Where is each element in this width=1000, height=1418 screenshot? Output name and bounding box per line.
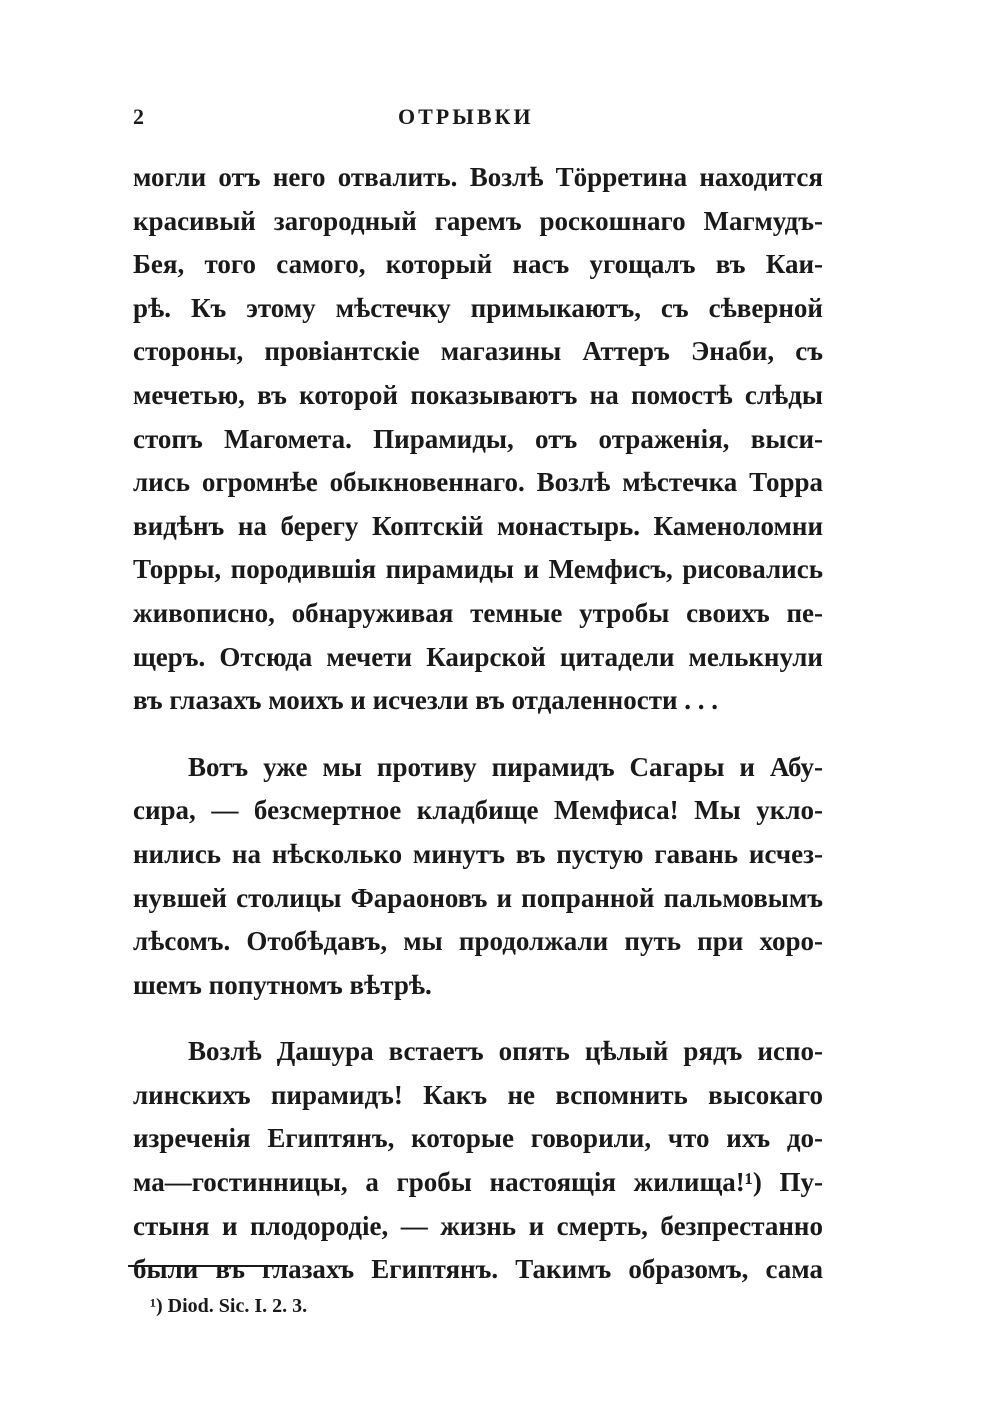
text-line: стыня и плодородіе, — жизнь и смерть, безпрестанно bbox=[133, 1210, 823, 1241]
paragraph-gap bbox=[133, 723, 823, 746]
text-line: въ глазахъ моихъ и исчезли въ отдаленности . . . bbox=[133, 685, 719, 716]
text-line: могли отъ него отвалить. Возлѣ Тӧрретина находится bbox=[133, 162, 823, 192]
text-line: Бея, того самого, который насъ угощалъ въ Каи- bbox=[133, 249, 823, 280]
paragraph bbox=[133, 746, 823, 1008]
text-line: шемъ попутномъ вѣтрѣ. bbox=[133, 969, 432, 1000]
paragraph bbox=[133, 156, 823, 723]
text-line: рѣ. Къ этому мѣстечку примыкаютъ, съ сѣверной bbox=[133, 292, 823, 323]
text-line: видѣнъ на берегу Коптскій монастырь. Каменоломни bbox=[133, 510, 823, 541]
text-line: изреченія Египтянъ, которые говорили, что ихъ до- bbox=[133, 1123, 823, 1154]
text-line: мечетью, въ которой показываютъ на помостѣ слѣды bbox=[133, 379, 823, 410]
text-line: Возлѣ Дашура встаетъ опять цѣлый рядъ испо- bbox=[188, 1036, 823, 1067]
text-line: нились на нѣсколько минутъ въ пустую гавань исчез- bbox=[133, 838, 823, 869]
text-line: лись огромнѣе обыкновеннаго. Возлѣ мѣстечка Торра bbox=[133, 467, 823, 498]
text-line: красивый загородный гаремъ роскошнаго Магмудъ- bbox=[133, 205, 823, 236]
text-line: стороны, провіантскіе магазины Аттеръ Энаби, съ bbox=[133, 336, 823, 367]
page-header bbox=[133, 104, 823, 140]
text-line: щеръ. Отсюда мечети Каирской цитадели мелькнули bbox=[133, 641, 823, 672]
text-line: нувшей столицы Фараоновъ и попранной пальмовымъ bbox=[133, 882, 823, 913]
text-line: сира, — безсмертное кладбище Мемфиса! Мы укло- bbox=[133, 795, 823, 826]
body-text bbox=[133, 156, 823, 1292]
text-line: были въ глазахъ Египтянъ. Такимъ образомъ, сама bbox=[133, 1254, 823, 1285]
text-line: лѣсомъ. Отобѣдавъ, мы продолжали путь при хоро- bbox=[133, 926, 823, 957]
text-line: Торры, породившія пирамиды и Мемфисъ, рисовались bbox=[133, 554, 823, 585]
footnote: ¹) Diod. Sic. I. 2. 3. bbox=[150, 1295, 308, 1317]
page-number: 2 bbox=[133, 104, 144, 129]
running-head: ОТРЫВКИ bbox=[398, 104, 534, 129]
text-line: ма—гостинницы, а гробы настоящія жилища!¹) Пу- bbox=[133, 1167, 823, 1198]
text-line: Вотъ уже мы противу пирамидъ Сагары и Абу- bbox=[188, 751, 823, 782]
text-line: линскихъ пирамидъ! Какъ не вспомнить высокаго bbox=[133, 1079, 823, 1110]
text-line: стопъ Магомета. Пирамиды, отъ отраженія, выси- bbox=[133, 423, 823, 454]
paragraph bbox=[133, 1030, 823, 1292]
footnote-divider bbox=[128, 1265, 288, 1267]
paragraph-gap bbox=[133, 1007, 823, 1030]
text-line: живописно, обнаруживая темные утробы своихъ пе- bbox=[133, 597, 823, 628]
